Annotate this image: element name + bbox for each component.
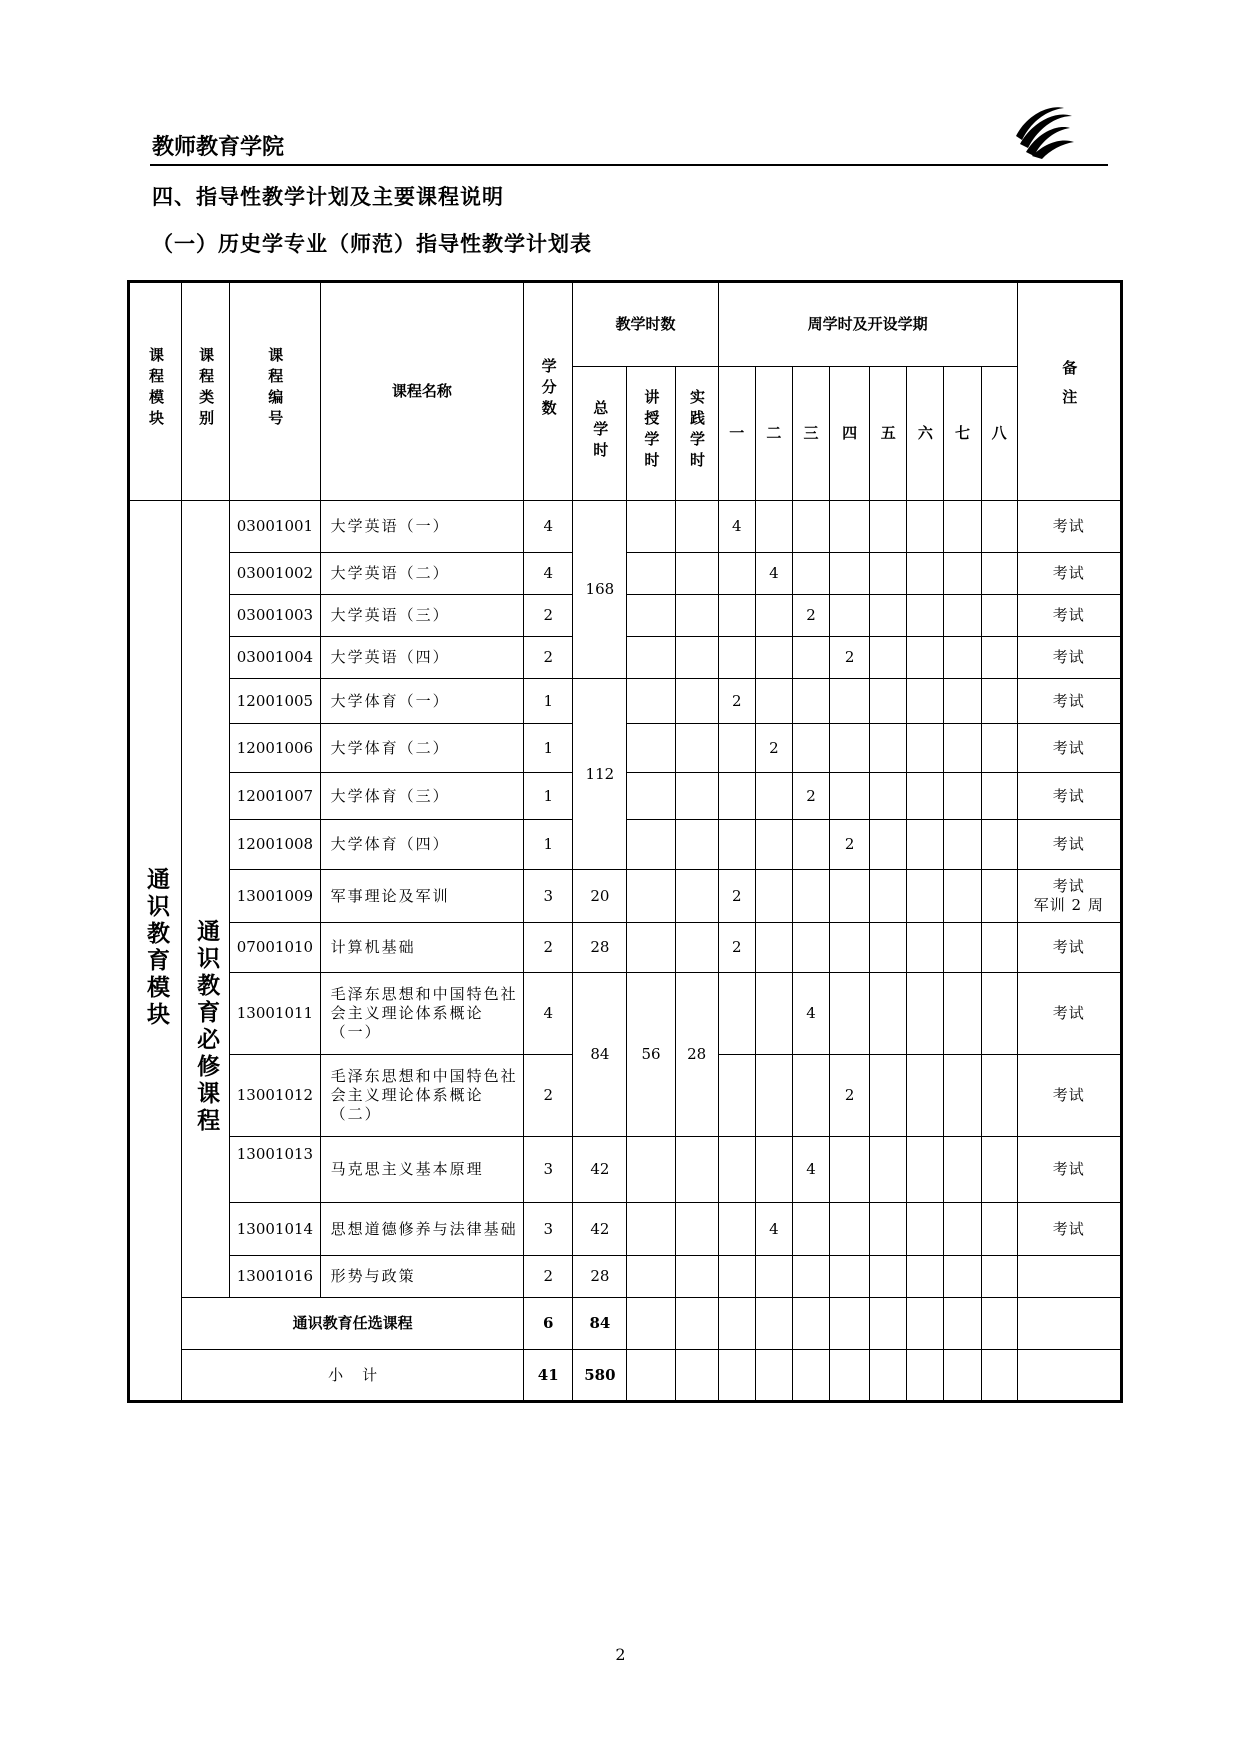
mao-practice-hours: 28 [675, 973, 718, 1137]
semester-hours: 2 [830, 820, 870, 870]
header-hours-total: 总学时 [573, 367, 627, 501]
header-semester-5: 五 [870, 367, 907, 501]
header-hours-practice: 实践学时 [675, 367, 718, 501]
header-module: 课程模块 [129, 282, 182, 501]
section-title: 四、指导性教学计划及主要课程说明 [152, 185, 504, 209]
subtotal-label: 小 计 [182, 1350, 524, 1402]
course-code: 13001009 [230, 870, 320, 923]
course-name: 毛泽东思想和中国特色社会主义理论体系概论（一） [320, 973, 524, 1055]
course-remark: 考试 [1017, 1137, 1121, 1203]
course-total-hours: 42 [573, 1137, 627, 1203]
teaching-plan-table [127, 280, 1123, 1403]
semester-hours: 2 [755, 724, 792, 773]
subtotal-credits: 41 [524, 1350, 573, 1402]
course-credits: 2 [524, 595, 573, 637]
course-credits: 3 [524, 870, 573, 923]
course-code: 12001007 [230, 773, 320, 820]
header-semester-1: 一 [718, 367, 755, 501]
course-remark [1017, 870, 1121, 923]
table-row [129, 870, 1122, 923]
mao-lecture-hours: 56 [627, 973, 675, 1137]
semester-hours: 2 [792, 773, 829, 820]
semester-hours: 4 [792, 1137, 829, 1203]
course-code: 03001003 [230, 595, 320, 637]
table-row [129, 679, 1122, 724]
college-logo-icon [1012, 102, 1076, 160]
course-credits: 2 [524, 1055, 573, 1137]
page-number: 2 [615, 1645, 626, 1664]
course-code: 12001008 [230, 820, 320, 870]
table-row [129, 923, 1122, 973]
course-credits: 3 [524, 1137, 573, 1203]
semester-hours: 4 [755, 553, 792, 595]
course-credits: 2 [524, 637, 573, 679]
course-name: 大学体育（二） [320, 724, 524, 773]
institution-name: 教师教育学院 [152, 135, 285, 160]
course-name: 马克思主义基本原理 [320, 1137, 524, 1203]
course-code: 12001005 [230, 679, 320, 724]
subtotal-total-hours: 580 [573, 1350, 627, 1402]
course-credits: 1 [524, 773, 573, 820]
header-semester-3: 三 [792, 367, 829, 501]
course-credits: 2 [524, 923, 573, 973]
header-teaching-hours: 教学时数 [573, 282, 718, 367]
header-name: 课程名称 [320, 282, 524, 501]
course-name: 大学英语（一） [320, 501, 524, 553]
course-credits: 4 [524, 973, 573, 1055]
header-code: 课程编号 [230, 282, 320, 501]
semester-hours: 4 [755, 1203, 792, 1256]
course-code: 03001004 [230, 637, 320, 679]
course-remark: 考试 [1017, 1203, 1121, 1256]
elective-label: 通识教育任选课程 [182, 1298, 524, 1350]
mao-total-hours: 84 [573, 973, 627, 1137]
course-name: 形势与政策 [320, 1256, 524, 1298]
course-code: 13001012 [230, 1055, 320, 1137]
semester-hours: 2 [792, 595, 829, 637]
course-remark: 考试 [1017, 973, 1121, 1055]
header-semester-6: 六 [907, 367, 944, 501]
course-code: 13001016 [230, 1256, 320, 1298]
course-name: 大学英语（四） [320, 637, 524, 679]
table-row [129, 501, 1122, 553]
header-remarks: 备注 [1017, 282, 1121, 501]
header-credits: 学分数 [524, 282, 573, 501]
course-credits: 3 [524, 1203, 573, 1256]
header-rule [150, 164, 1108, 166]
elective-total-hours: 84 [573, 1298, 627, 1350]
course-code: 13001013 [230, 1137, 320, 1203]
elective-credits: 6 [524, 1298, 573, 1350]
course-name: 思想道德修养与法律基础 [320, 1203, 524, 1256]
remark-line: 考试 [1052, 877, 1085, 896]
course-credits: 1 [524, 724, 573, 773]
course-credits: 4 [524, 553, 573, 595]
course-name: 毛泽东思想和中国特色社会主义理论体系概论（二） [320, 1055, 524, 1137]
course-code: 03001001 [230, 501, 320, 553]
course-remark: 考试 [1017, 1055, 1121, 1137]
course-code: 12001006 [230, 724, 320, 773]
course-code: 13001011 [230, 973, 320, 1055]
category-cell: 通识教育必修课程 [182, 501, 230, 1298]
course-remark: 考试 [1017, 773, 1121, 820]
course-code: 13001014 [230, 1203, 320, 1256]
course-remark: 考试 [1017, 553, 1121, 595]
course-remark: 考试 [1017, 595, 1121, 637]
course-name: 大学体育（四） [320, 820, 524, 870]
table-row [129, 1203, 1122, 1256]
course-code: 07001010 [230, 923, 320, 973]
semester-hours: 2 [718, 679, 755, 724]
semester-hours: 2 [718, 870, 755, 923]
course-name: 大学英语（三） [320, 595, 524, 637]
header-semester-8: 八 [981, 367, 1017, 501]
course-name: 计算机基础 [320, 923, 524, 973]
header-semesters: 周学时及开设学期 [718, 282, 1017, 367]
table-row [129, 1137, 1122, 1203]
course-name: 大学体育（三） [320, 773, 524, 820]
course-remark: 考试 [1017, 820, 1121, 870]
elective-row [129, 1298, 1122, 1350]
course-credits: 2 [524, 1256, 573, 1298]
course-name: 大学英语（二） [320, 553, 524, 595]
remark-line: 军训 2 周 [1033, 896, 1104, 914]
module-cell: 通识教育模块 [129, 501, 182, 1402]
semester-hours: 2 [718, 923, 755, 973]
course-total-hours: 20 [573, 870, 627, 923]
table-row [129, 1256, 1122, 1298]
course-total-hours: 28 [573, 923, 627, 973]
course-remark: 考试 [1017, 679, 1121, 724]
table-row [129, 973, 1122, 1055]
course-credits: 1 [524, 820, 573, 870]
semester-hours: 2 [830, 637, 870, 679]
course-total-hours: 42 [573, 1203, 627, 1256]
header-semester-2: 二 [755, 367, 792, 501]
header-hours-lecture: 讲授学时 [627, 367, 675, 501]
semester-hours: 2 [830, 1055, 870, 1137]
header-semester-7: 七 [944, 367, 981, 501]
semester-hours: 4 [718, 501, 755, 553]
course-name: 大学体育（一） [320, 679, 524, 724]
header-semester-4: 四 [830, 367, 870, 501]
pe-total-hours: 112 [573, 679, 627, 870]
course-remark: 考试 [1017, 637, 1121, 679]
subtotal-row [129, 1350, 1122, 1402]
course-credits: 4 [524, 501, 573, 553]
course-credits: 1 [524, 679, 573, 724]
english-total-hours: 168 [573, 501, 627, 679]
course-remark: 考试 [1017, 724, 1121, 773]
course-total-hours: 28 [573, 1256, 627, 1298]
header-category: 课程类别 [182, 282, 230, 501]
course-remark: 考试 [1017, 501, 1121, 553]
course-code: 03001002 [230, 553, 320, 595]
course-remark: 考试 [1017, 923, 1121, 973]
table-title: （一）历史学专业（师范）指导性教学计划表 [152, 232, 592, 256]
semester-hours: 4 [792, 973, 829, 1055]
course-name: 军事理论及军训 [320, 870, 524, 923]
